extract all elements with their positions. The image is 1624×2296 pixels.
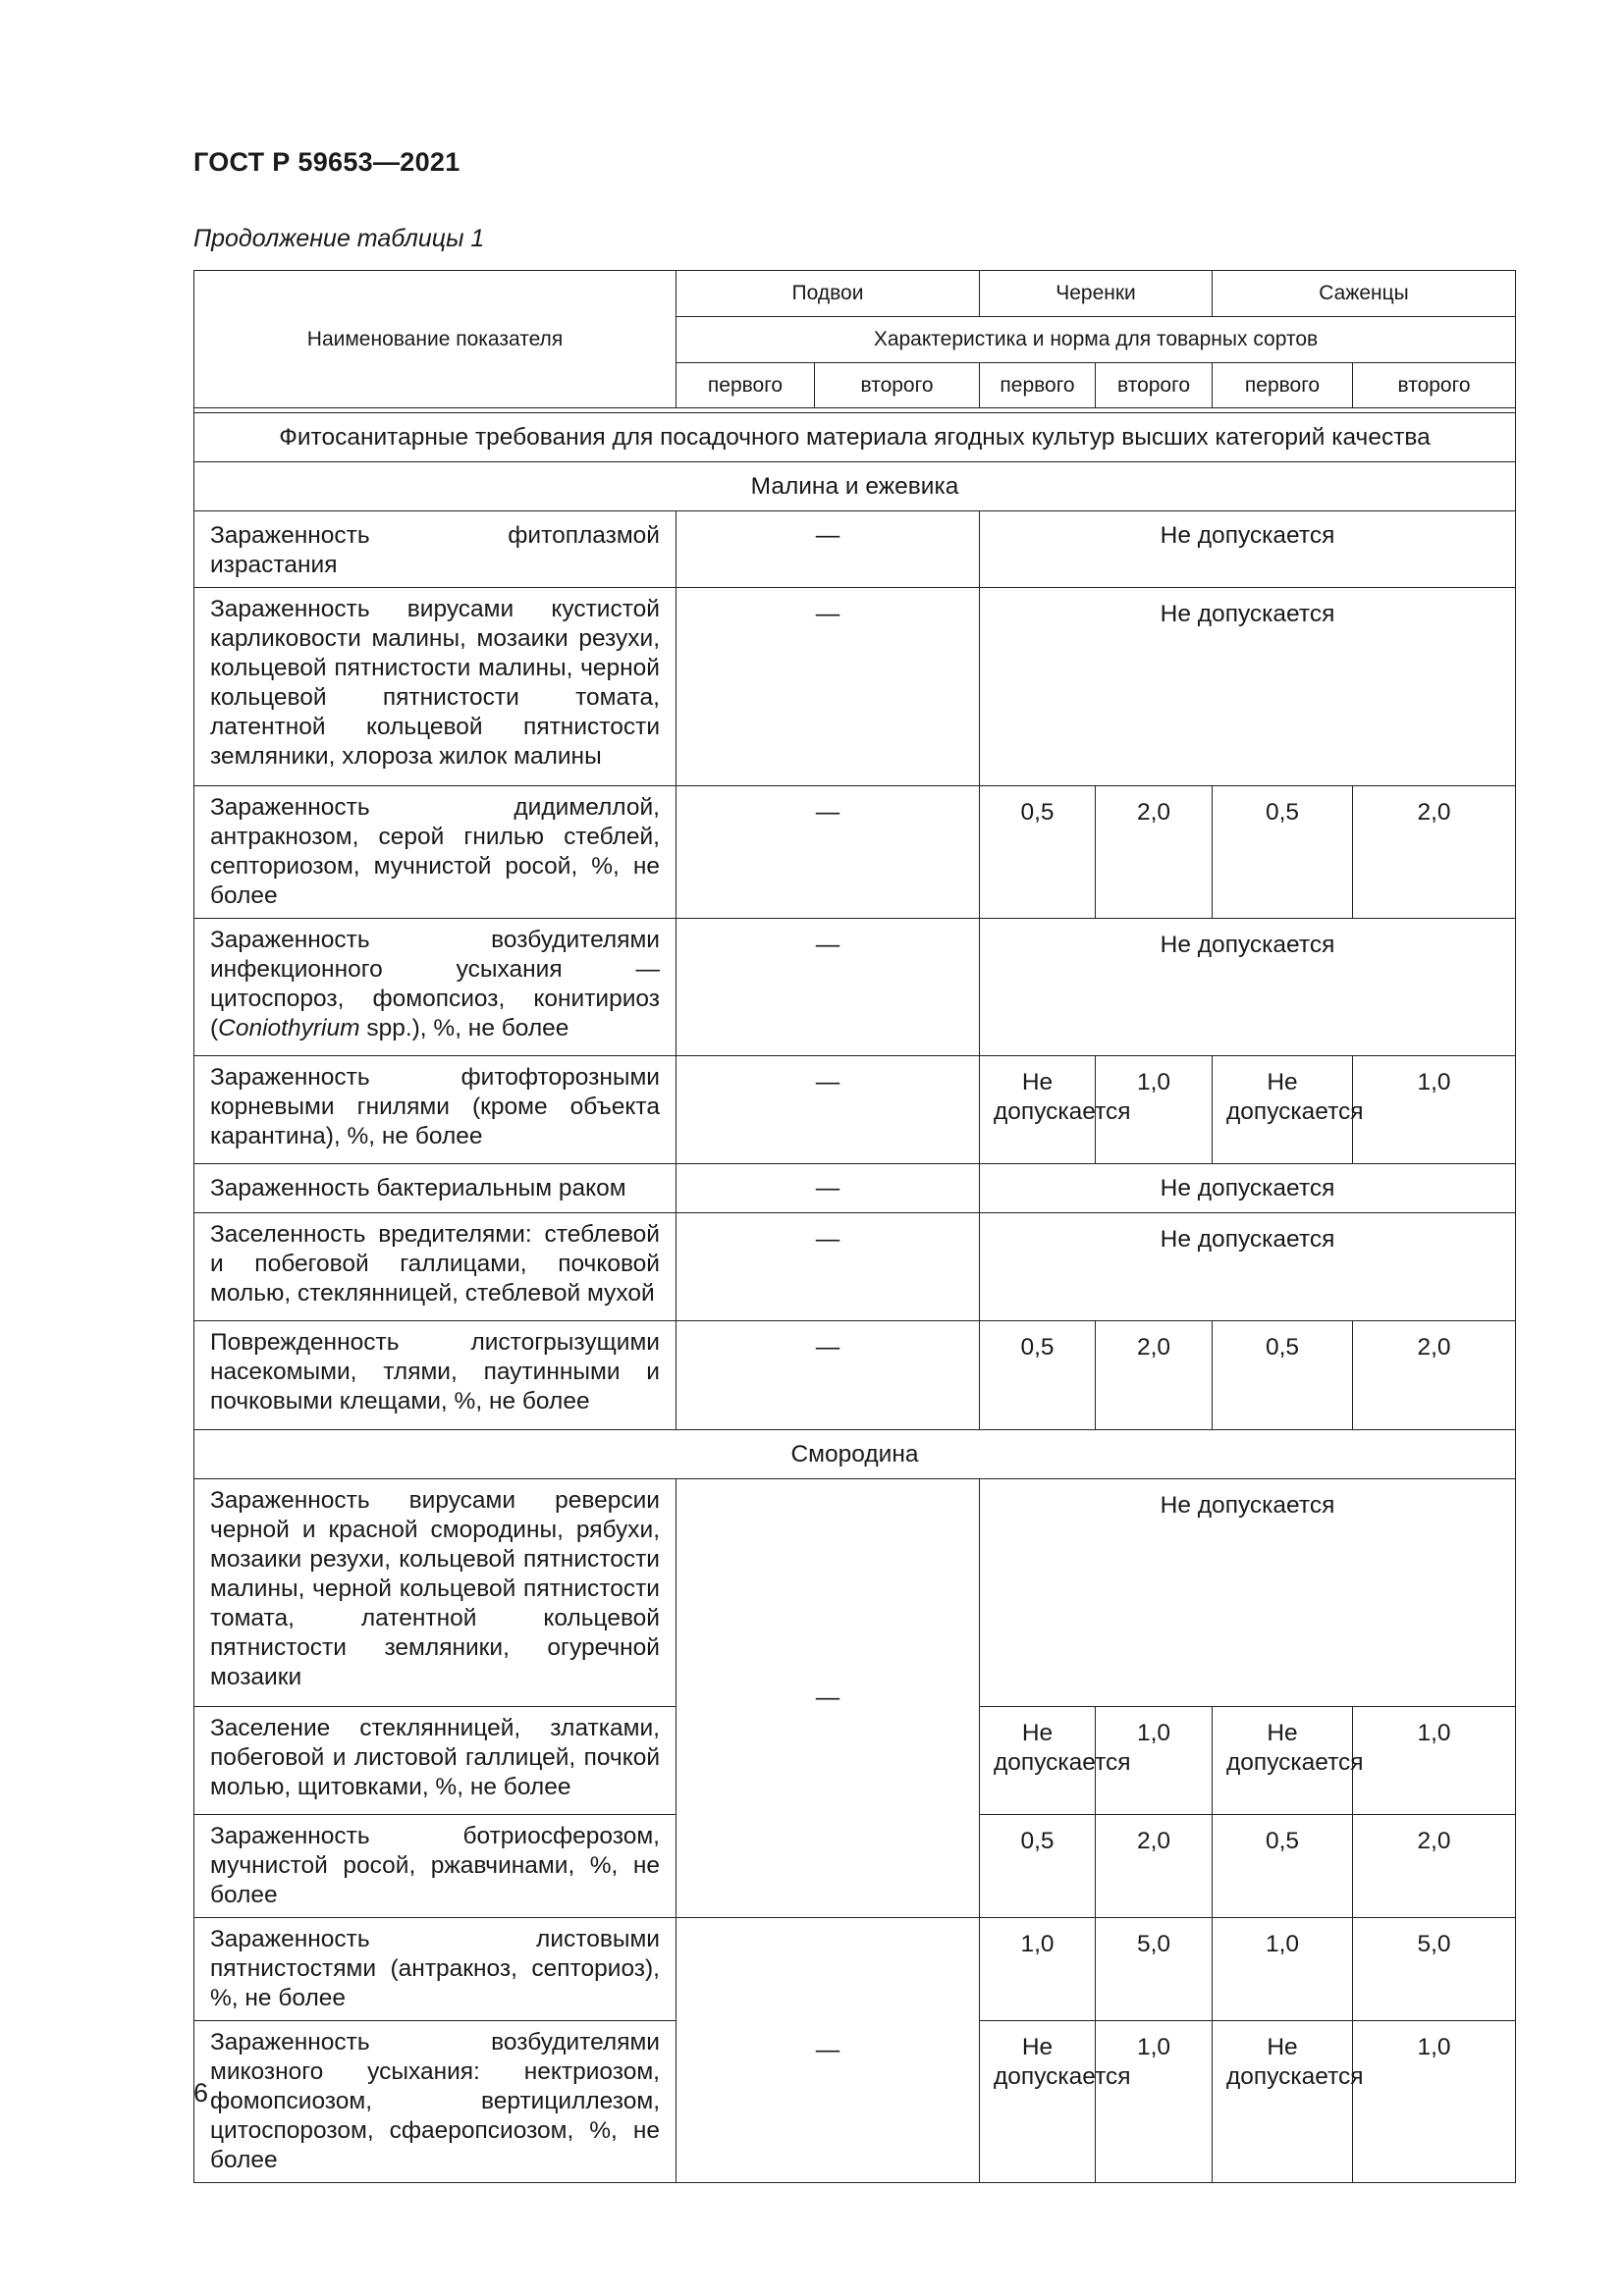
header-grade: второго (1096, 363, 1213, 408)
norm-value: 0,5 (980, 1815, 1096, 1918)
table-row (194, 1164, 1516, 1213)
norm-value: 2,0 (1096, 1321, 1213, 1430)
indicator-name: Заселение стеклянницей, златками, побеговой и листовой галлицей, почкой молью, щитовками, %, не более (194, 1707, 677, 1815)
norm-value: Не допускается (980, 1479, 1516, 1707)
header-grade: первого (677, 363, 815, 408)
indicator-name: Зараженность дидимеллой, антракнозом, серой гнилью стеблей, септориозом, мучнистой росой, %, не более (194, 786, 677, 919)
table-row (194, 1213, 1516, 1321)
indicator-name-part: Зараженность возбудителями инфекционного усыхания — цитоспороз, фомопсиоз, конитириоз ( (210, 927, 660, 1041)
rootstock-value: — (677, 1056, 980, 1164)
document-id: ГОСТ Р 59653—2021 (193, 147, 460, 177)
header-row-groups (194, 271, 1516, 317)
table-row (194, 511, 1516, 588)
norm-value: 1,0 (1353, 1707, 1516, 1815)
norm-value: Не допускается (980, 2021, 1096, 2183)
header-group-seedlings: Саженцы (1213, 271, 1516, 317)
rootstock-value: — (677, 1164, 980, 1213)
norm-value: 5,0 (1353, 1918, 1516, 2021)
indicator-name: Поврежденность листогрызущими насекомыми, тлями, паутинными и почковыми клещами, %, не более (194, 1321, 677, 1430)
norm-value: Не допускается (980, 1707, 1096, 1815)
indicator-name: Зараженность листовыми пятнистостями (антракноз, септориоз), %, не более (194, 1918, 677, 2021)
indicator-name: Зараженность вирусами кустистой карликовости малины, мозаики резухи, кольцевой пятнистости малины, черной кольцевой пятнистости томата, латентной кольцевой пятнистости земляники, хлороза жилок малины (194, 588, 677, 786)
table-row (194, 786, 1516, 919)
norm-value: Не допускается (980, 1056, 1096, 1164)
header-group-cuttings: Черенки (980, 271, 1213, 317)
page-number: 6 (193, 2078, 209, 2108)
norm-value: Не допускается (1213, 1056, 1353, 1164)
norm-value: 1,0 (1096, 2021, 1213, 2183)
norm-value: Не допускается (980, 919, 1516, 1056)
norm-value: 2,0 (1353, 1815, 1516, 1918)
table-row (194, 1479, 1516, 1707)
rootstock-value: — (677, 786, 980, 919)
norm-value: 0,5 (1213, 1815, 1353, 1918)
norm-value: 1,0 (1096, 1056, 1213, 1164)
norm-value: 2,0 (1096, 786, 1213, 919)
rootstock-value: — (677, 511, 980, 588)
rootstock-value: — (677, 1213, 980, 1321)
indicator-name: Зараженность бактериальным раком (194, 1164, 677, 1213)
norm-value: 2,0 (1353, 1321, 1516, 1430)
norm-value: 1,0 (1353, 1056, 1516, 1164)
header-grade: второго (1353, 363, 1516, 408)
header-grade: второго (815, 363, 980, 408)
rootstock-value: — (677, 1479, 980, 1918)
norm-value: Не допускается (980, 588, 1516, 786)
table-row (194, 1056, 1516, 1164)
norm-value: 0,5 (1213, 786, 1353, 919)
table-row (194, 1321, 1516, 1430)
norm-value: 0,5 (980, 1321, 1096, 1430)
norm-value: Не допускается (980, 1164, 1516, 1213)
header-indicator-name: Наименование показателя (194, 271, 677, 408)
norm-value: 2,0 (1096, 1815, 1213, 1918)
table-row (194, 919, 1516, 1056)
requirements-table (193, 270, 1516, 2183)
norm-value: 5,0 (1096, 1918, 1213, 2021)
norm-value: Не допускается (980, 1213, 1516, 1321)
latin-genus-name: Coniothyrium (218, 1015, 360, 1041)
norm-value: 0,5 (1213, 1321, 1353, 1430)
indicator-name: Заселенность вредителями: стеблевой и побеговой галлицами, почковой молью, стеклянницей, стеблевой мухой (194, 1213, 677, 1321)
norm-value: 1,0 (980, 1918, 1096, 2021)
indicator-name (194, 919, 677, 1056)
rootstock-value: — (677, 1918, 980, 2183)
header-grade: первого (1213, 363, 1353, 408)
table-row (194, 588, 1516, 786)
table-continuation-caption: Продолжение таблицы 1 (193, 225, 485, 252)
indicator-name: Зараженность фитоплазмой израстания (194, 511, 677, 588)
indicator-name: Зараженность вирусами реверсии черной и красной смородины, рябухи, мозаики резухи, кольцевой пятнистости малины, черной кольцевой пятнистости томата, латентной кольцевой пятнистости земляники, огуречной мозаики (194, 1479, 677, 1707)
rootstock-value: — (677, 588, 980, 786)
norm-value: 0,5 (980, 786, 1096, 919)
subsection-raspberry: Малина и ежевика (194, 462, 1516, 511)
norm-value: 1,0 (1353, 2021, 1516, 2183)
subsection-currant: Смородина (194, 1430, 1516, 1479)
indicator-name: Зараженность фитофторозными корневыми гнилями (кроме объекта карантина), %, не более (194, 1056, 677, 1164)
norm-value: 1,0 (1213, 1918, 1353, 2021)
table-row (194, 1918, 1516, 2021)
norm-value: 1,0 (1096, 1707, 1213, 1815)
section-title: Фитосанитарные требования для посадочного материала ягодных культур высших категорий качества (194, 413, 1516, 462)
header-group-rootstocks: Подвои (677, 271, 980, 317)
section-row (194, 413, 1516, 462)
header-characteristic: Характеристика и норма для товарных сортов (677, 317, 1516, 363)
norm-value: 2,0 (1353, 786, 1516, 919)
indicator-name-part: spp.), %, не более (359, 1015, 569, 1041)
header-grade: первого (980, 363, 1096, 408)
rootstock-value: — (677, 1321, 980, 1430)
subsection-row (194, 462, 1516, 511)
rootstock-value: — (677, 919, 980, 1056)
norm-value: Не допускается (1213, 2021, 1353, 2183)
indicator-name: Зараженность возбудителями микозного усыхания: нектриозом, фомопсиозом, вертициллезом, цитоспорозом, сфаеропсиозом, %, не более (194, 2021, 677, 2183)
indicator-name: Зараженность ботриосферозом, мучнистой росой, ржавчинами, %, не более (194, 1815, 677, 1918)
norm-value: Не допускается (980, 511, 1516, 588)
norm-value: Не допускается (1213, 1707, 1353, 1815)
subsection-row (194, 1430, 1516, 1479)
